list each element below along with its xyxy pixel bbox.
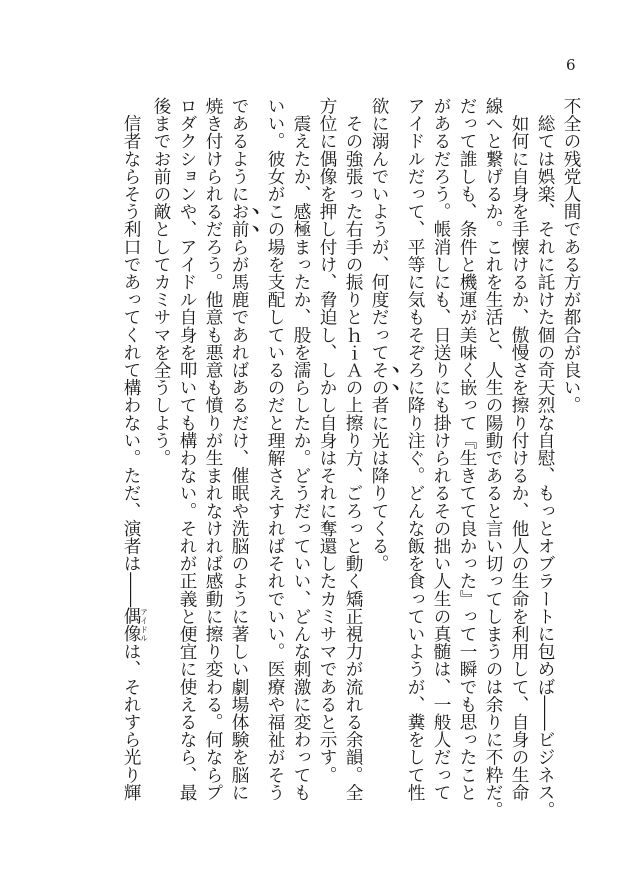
ruby-word xyxy=(121,607,149,643)
text-segment: 不全の残党人間である方が都合が良い。 xyxy=(561,97,581,414)
text-segment: 総ては娯楽、それに託けた個の奇天烈な自慰、もっとオブラートに包めば――ビジネス。 xyxy=(535,97,555,819)
text-line xyxy=(454,97,480,801)
text-segment: 信者ならそう利口であってくれて構わない。ただ、演者は―― xyxy=(121,97,141,608)
text-line xyxy=(118,97,149,801)
emphasized-text: お前 xyxy=(229,202,249,238)
text-line xyxy=(532,97,558,819)
emphasized-text: その xyxy=(369,361,389,397)
text-line xyxy=(506,97,532,801)
text-segment: だって誰しも、条件と機運が美味く嵌って『生きてて良かった』って一瞬でも思ったこと xyxy=(457,97,477,801)
text-segment: 欲に溺んでいようが、何度だって xyxy=(369,97,389,361)
ruby-base: 偶像 xyxy=(121,607,141,643)
text-segment: 線へと繋げるか。これを生活と、人生の陽動であると言い切ってしまうのは余りに不粋だ。 xyxy=(483,97,503,819)
text-line xyxy=(428,97,454,801)
text-line xyxy=(480,97,506,819)
text-line xyxy=(200,97,226,801)
text-segment: 如何に自身を手懐けるか、傲慢さを擦り付けるか、他人の生命を利用して、自身の生命 xyxy=(509,97,529,801)
text-segment: は、それすら光り輝 xyxy=(121,642,141,801)
text-segment: であるように xyxy=(229,97,249,203)
text-segment: があるだろう。帳消しにも、日送りにも掛けられるその拙い人生の真髄は、一般人だって xyxy=(431,97,451,801)
text-segment: らが馬鹿であればあるだけ、催眠や洗脳のように著しい劇場体験を脳に xyxy=(229,237,249,802)
text-segment: いい。彼女がこの場を支配しているのだと理解さえすればそれでいい。医療や福祉がそう xyxy=(265,97,285,801)
text-segment: アイドルだって、平等に気もそぞろに降り注ぐ。どんな飯を食っていようが、糞をして性 xyxy=(405,97,425,801)
text-line xyxy=(262,97,288,801)
text-line xyxy=(226,97,262,802)
text-segment: 方位に偶像を押し付け、脅迫し、しかし自身はそれに奪還したカミサマであると示す。 xyxy=(317,97,337,784)
text-line xyxy=(366,97,402,797)
text-line xyxy=(148,97,174,797)
text-line xyxy=(402,97,428,801)
text-segment: 震えたか、感極まったか、股を濡らしたか。どうだっていい、どんな刺激に変わっても xyxy=(291,97,311,801)
text-line xyxy=(340,97,366,801)
text-segment: 後までお前の敵としてカミサマを全うしよう。 xyxy=(151,97,171,467)
text-segment: ロダクションや、アイドル自身を叩いても構わない。それが正義と便宜に使えるなら、最 xyxy=(177,97,197,801)
body-text xyxy=(118,97,584,819)
page-number: 6 xyxy=(566,56,576,74)
text-line xyxy=(288,97,314,801)
text-segment: 焼き付けられるだろう。他意も悪意も憤りが生まれなければ感動に擦り変わる。何ならプ xyxy=(203,97,223,801)
text-line xyxy=(174,97,200,801)
text-segment: 者に光は降りてくる。 xyxy=(369,396,389,573)
text-line xyxy=(314,97,340,797)
text-line xyxy=(558,97,584,797)
text-segment: その強張った右手の振りとｈｉＡの上擦り方、ごろっと動く矯正視力が流れる余韻。全 xyxy=(343,97,363,801)
ruby-reading: アイドル xyxy=(139,607,149,643)
